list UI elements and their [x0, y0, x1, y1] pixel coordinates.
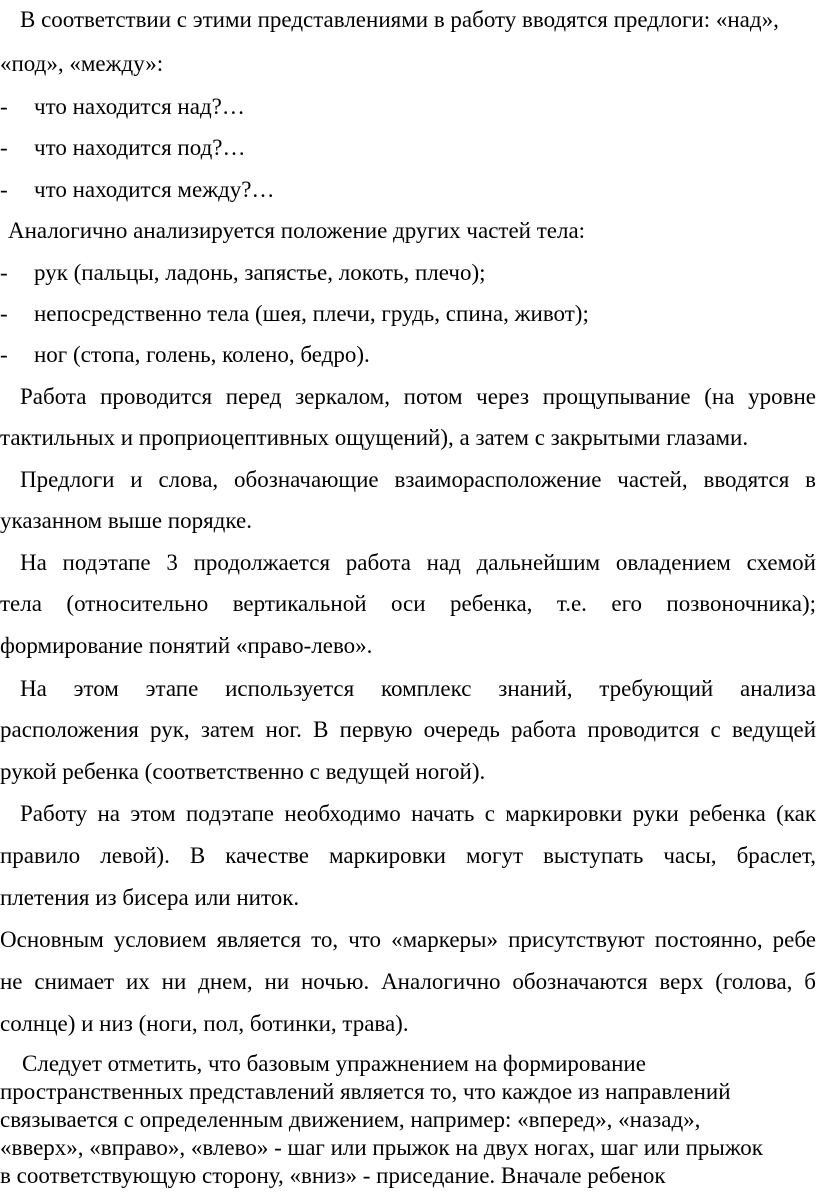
list-item	[0, 93, 245, 121]
list-item	[0, 259, 486, 287]
paragraph-line: Работу на этом подэтапе необходимо начать с маркировки руки ребенка (как	[20, 801, 816, 826]
paragraph-line: не снимает их ни днем, ни ночью. Аналогично обозначаются верх (голова, б	[0, 969, 816, 994]
paragraph-line: связывается с определенным движением, например: «вперед», «назад»,	[0, 1107, 701, 1132]
paragraph-line: Предлоги и слова, обозначающие взаиморасположение частей, вводятся в	[20, 467, 816, 492]
list-item-text: ног (стопа, голень, колено, бедро).	[34, 342, 370, 367]
list-item-text: непосредственно тела (шея, плечи, грудь, спина, живот);	[34, 301, 589, 326]
list-item-text: что находится между?…	[34, 177, 275, 202]
list-dash: -	[0, 135, 8, 160]
paragraph-line: указанном выше порядке.	[0, 508, 252, 533]
paragraph-line: «под», «между»:	[0, 51, 164, 76]
paragraph-line: тела (относительно вертикальной оси ребенка, т.е. его позвоночника);	[0, 591, 816, 616]
paragraph-line: тактильных и проприоцептивных ощущений), а затем с закрытыми глазами.	[0, 425, 749, 450]
paragraph-line: Работа проводится перед зеркалом, потом через прощупывание (на уровне	[20, 384, 816, 409]
paragraph-line: плетения из бисера или ниток.	[0, 885, 300, 910]
paragraph-line: На подэтапе 3 продолжается работа над дальнейшим овладением схемой	[20, 550, 816, 575]
list-item	[0, 134, 245, 162]
list-dash: -	[0, 301, 8, 326]
paragraph-line: расположения рук, затем ног. В первую очередь работа проводится с ведущей	[0, 717, 816, 742]
list-item	[0, 176, 275, 204]
paragraph-line: Основным условием является то, что «маркеры» присутствуют постоянно, ребе	[0, 927, 816, 952]
list-dash: -	[0, 94, 8, 119]
paragraph-line: рукой ребенка (соответственно с ведущей ногой).	[0, 759, 486, 784]
list-item	[0, 300, 589, 328]
paragraph-line: Следует отметить, что базовым упражнением на формирование	[22, 1051, 646, 1076]
paragraph-line: Аналогично анализируется положение других частей тела:	[8, 218, 586, 243]
paragraph-line: «вверх», «вправо», «влево» - шаг или прыжок на двух ногах, шаг или прыжок	[0, 1135, 763, 1160]
list-item-text: что находится над?…	[34, 94, 245, 119]
paragraph-line: в соответствующую сторону, «вниз» - приседание. Вначале ребенок	[0, 1163, 666, 1188]
paragraph-line: В соответствии с этими представлениями в работу вводятся предлоги: «над»,	[20, 7, 779, 32]
paragraph-line: солнце) и низ (ноги, пол, ботинки, трава).	[0, 1011, 409, 1036]
list-item-text: что находится под?…	[34, 135, 246, 160]
list-item	[0, 341, 370, 369]
paragraph-line: пространственных представлений является то, что каждое из направлений	[0, 1079, 731, 1104]
list-item-text: рук (пальцы, ладонь, запястье, локоть, плечо);	[34, 260, 486, 285]
paragraph-line: На этом этапе используется комплекс знаний, требующий анализа	[20, 676, 816, 701]
list-dash: -	[0, 260, 8, 285]
paragraph-line: правило левой). В качестве маркировки могут выступать часы, браслет,	[0, 843, 816, 868]
list-dash: -	[0, 177, 8, 202]
list-dash: -	[0, 342, 8, 367]
paragraph-line: формирование понятий «право-лево».	[0, 633, 373, 658]
